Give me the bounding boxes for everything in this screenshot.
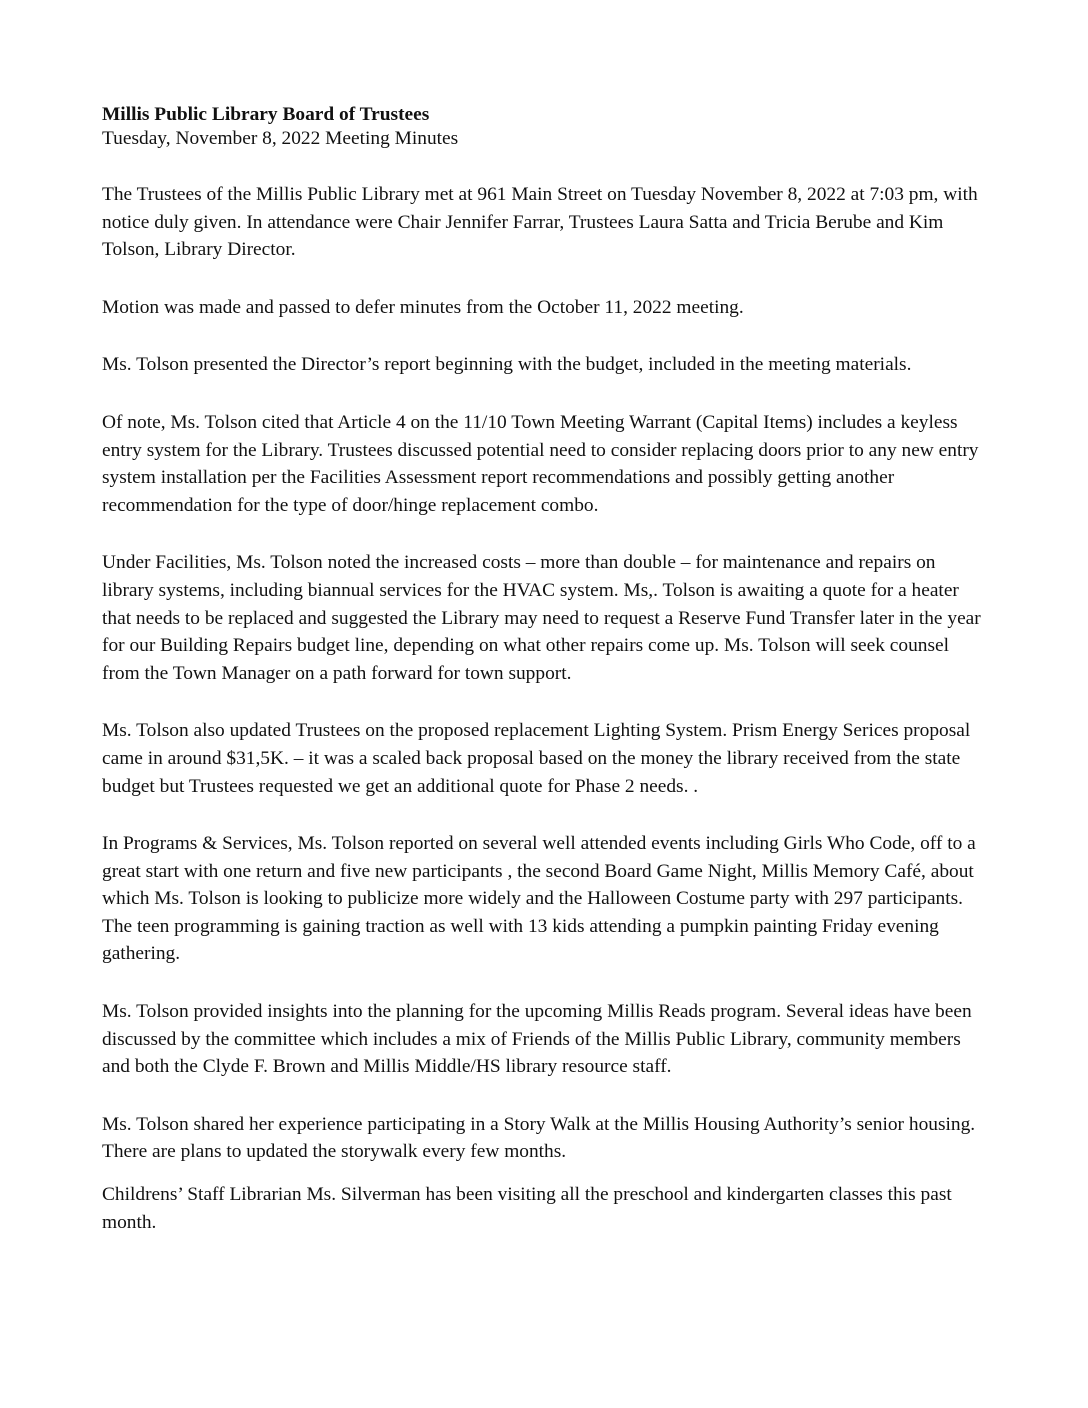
paragraph-attendance: The Trustees of the Millis Public Library met at 961 Main Street on Tuesday November 8, 2022 at 7:03 pm, with notice duly given. In attendance were Chair Jennifer Farrar, Trustees Laura Satta and Tricia Berube and Kim Tolson, Library Director. bbox=[102, 184, 978, 261]
paragraph-millis-reads: Ms. Tolson provided insights into the planning for the upcoming Millis Reads program. Several ideas have been discussed by the committee which includes a mix of Friends of the Millis Public Library, community members and both the Clyde F. Brown and Millis Middle/HS library resource staff. bbox=[102, 1001, 972, 1078]
document-body bbox=[102, 103, 987, 1236]
document-subtitle: Tuesday, November 8, 2022 Meeting Minutes bbox=[102, 128, 459, 149]
paragraph-directors-report: Ms. Tolson presented the Director’s report beginning with the budget, included in the meeting materials. bbox=[102, 354, 912, 376]
paragraph-minutes-motion: Motion was made and passed to defer minutes from the October 11, 2022 meeting. bbox=[102, 296, 744, 318]
paragraph-lighting-system: Ms. Tolson also updated Trustees on the proposed replacement Lighting System. Prism Energy Serices proposal came in around $31,5K. – it was a scaled back proposal based on the money the library received from the state budget but Trustees requested we get an additional quote for Phase 2 needs. . bbox=[102, 720, 971, 797]
paragraph-programs-services: In Programs & Services, Ms. Tolson reported on several well attended events including Girls Who Code, off to a great start with one return and five new participants , the second Board Game Night, Millis Memory Café, about which Ms. Tolson is looking to publicize more widely and the Halloween Costume party with 297 participants. The teen programming is gaining traction as well with 13 kids attending a pumpkin painting Friday evening gathering. bbox=[102, 833, 976, 965]
paragraph-childrens-staff: Childrens’ Staff Librarian Ms. Silverman has been visiting all the preschool and kindergarten classes this past month. bbox=[102, 1184, 952, 1233]
paragraph-facilities: Under Facilities, Ms. Tolson noted the increased costs – more than double – for maintenance and repairs on library systems, including biannual services for the HVAC system. Ms,. Tolson is awaiting a quote for a heater that needs to be replaced and suggested the Library may need to request a Reserve Fund Transfer later in the year for our Building Repairs budget line, depending on what other repairs come up. Ms. Tolson will seek counsel from the Town Manager on a path forward for town support. bbox=[102, 552, 981, 684]
paragraph-article-4: Of note, Ms. Tolson cited that Article 4 on the 11/10 Town Meeting Warrant (Capital Items) includes a keyless entry system for the Library. Trustees discussed potential need to consider replacing doors prior to any new entry system installation per the Facilities Assessment report recommendations and possibly getting another recommendation for the type of door/hinge replacement combo. bbox=[102, 411, 979, 516]
document-title: Millis Public Library Board of Trustees bbox=[102, 104, 430, 125]
paragraph-story-walk: Ms. Tolson shared her experience participating in a Story Walk at the Millis Housing Authority’s senior housing. There are plans to updated the storywalk every few months. bbox=[102, 1113, 976, 1163]
